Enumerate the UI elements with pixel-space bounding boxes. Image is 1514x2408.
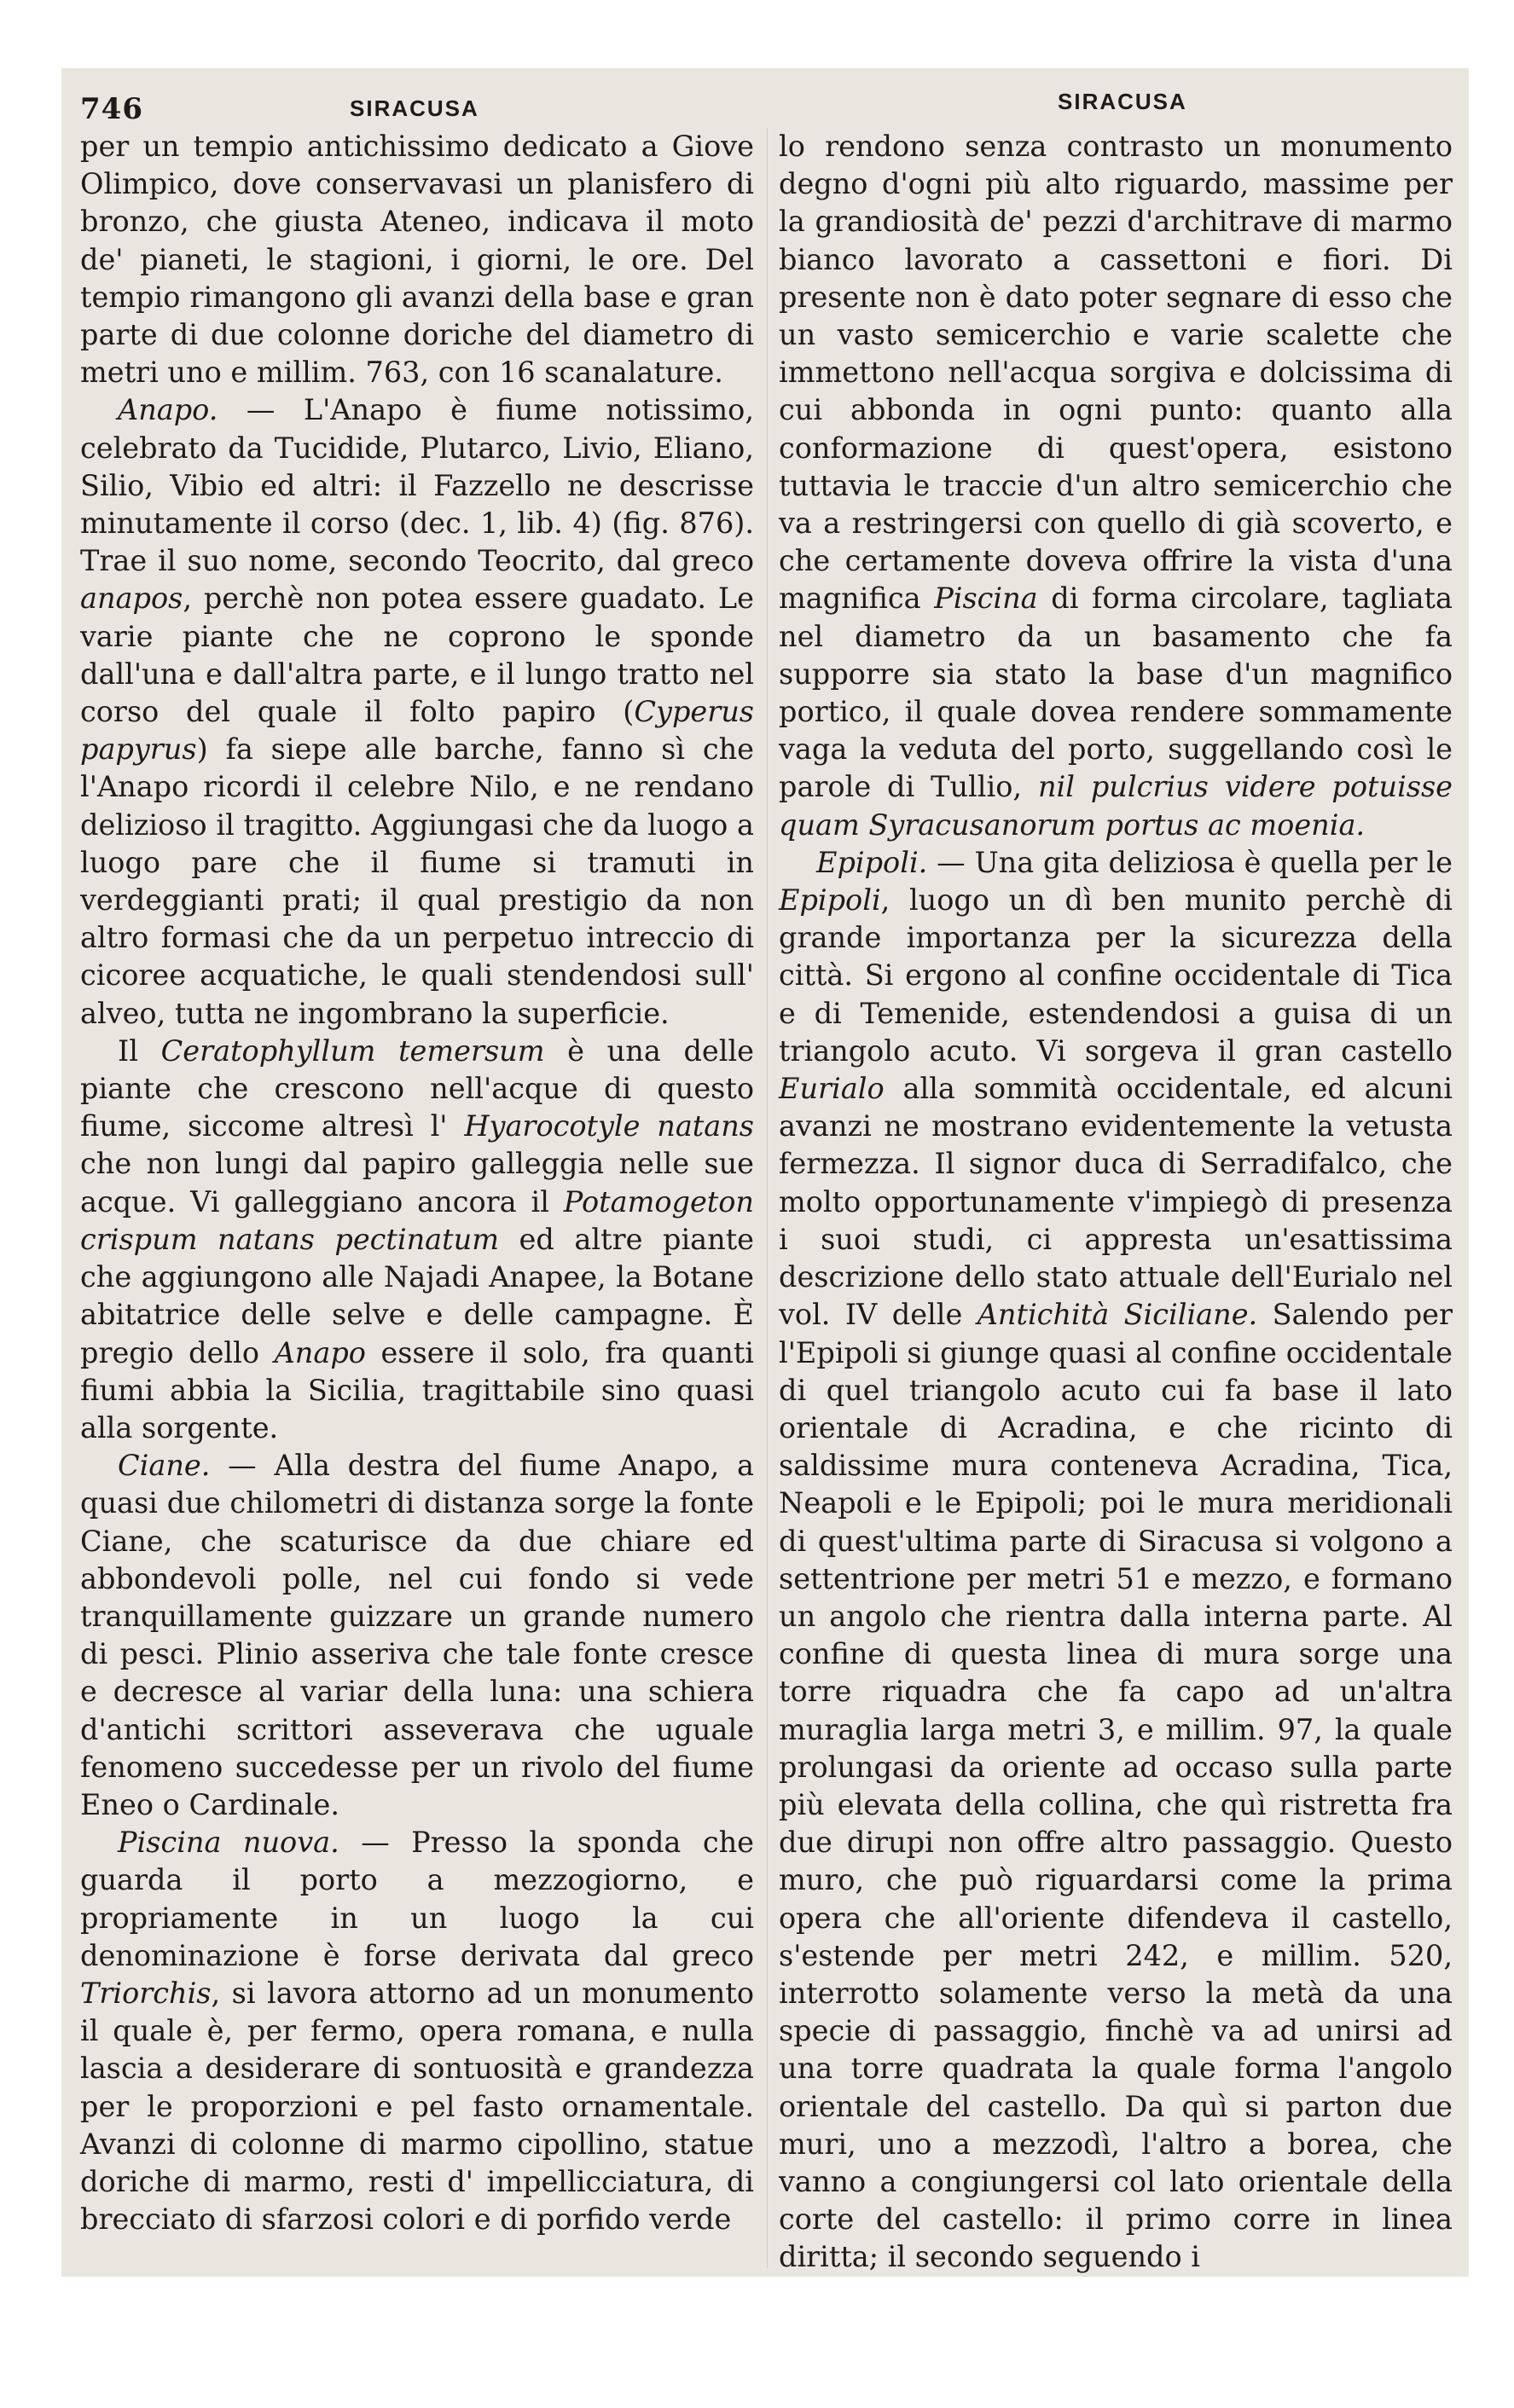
paragraph-piscina-nuova: [80, 1824, 754, 2238]
section-heading-ciane: Ciane.: [118, 1449, 211, 1483]
paragraph-text: ed altre piante che aggiungono alle Najadi Anapee, la Botane abitatrice delle selve e delle campagne. È pregio dello: [80, 1222, 754, 1369]
italic-term: Epipoli: [779, 883, 881, 917]
italic-term: Cyperus papyrus: [80, 695, 754, 767]
section-heading-anapo: Anapo.: [118, 393, 218, 427]
italic-term: anapos: [80, 582, 183, 616]
paragraph-giove-olimpico: [80, 128, 754, 391]
paragraph-text: — Alla destra del fiume Anapo, a quasi due chilometri di distanza sorge la fonte Ciane, che scaturisce da due chiare ed abbondevoli polle, nel cui fondo si vede tranquillamente guizzare un grande numero di pesci. Plinio asseriva che tale fonte cresce e decresce al variar della luna: una schiera d'antichi scrittori asseverava che uguale fenomeno succedesse per un rivolo del fiume Eneo o Cardinale.: [80, 1449, 754, 1821]
section-heading-epipoli: Epipoli.: [816, 845, 928, 879]
paragraph-text: alla sommità occidentale, ed alcuni avanzi ne mostrano evidentemente la vetusta fermezza. Il signor duca di Serradifalco, che molto opportunamente v'impiegò di presenza i suoi studi, ci appresta un'esattissima descrizione dello stato attuale dell'Eurialo nel vol. IV delle: [779, 1072, 1453, 1332]
paragraph-text: Salendo per l'Epipoli si giunge quasi al confine occidentale di quel triangolo acuto cui fa base il lato orientale di Acradina, e che ricinto di saldissime mura conteneva Acradina, Tica, Neapoli e le Epipoli; poi le mura meridionali di quest'ultima parte di Siracusa si volgono a settentrione per metri 51 e mezzo, e formano un angolo che rientra dalla interna parte. Al confine di questa linea di mura sorge una torre riquadra che fa capo ad un'altra muraglia larga metri 3, e millim. 97, la quale prolungasi da oriente ad occaso sulla parte più elevata della collina, che quì ristretta fra due dirupi non offre altro passaggio. Questo muro, che può riguardarsi come la prima opera che all'oriente difendeva il castello, s'estende per metri 242, e millim. 520, interrotto solamente verso la metà da una specie di passaggio, finchè va ad unirsi ad una torre quadrata la quale forma l'angolo orientale del castello. Da quì si parton due muri, uno a mezzodì, l'altro a borea, che vanno a congiungersi col lato orientale della corte del castello: il primo corre in linea diritta; il secondo seguendo i: [779, 1298, 1453, 2274]
paragraph-text: Il: [118, 1033, 161, 1068]
paragraph-text: , si lavora attorno ad un monumento il quale è, per fermo, opera romana, e nulla lascia a desiderare di sontuosità e grandezza per le proporzioni e pel fasto ornamentale. Avanzi di colonne di marmo cipollino, statue doriche di marmo, resti d' impellicciatura, di brecciato di sfarzosi colori e di porfido verde: [80, 1976, 754, 2237]
italic-term: Triorchis: [80, 1976, 212, 2010]
paragraph-piscina-continued: [779, 128, 1453, 844]
paragraph-text: essere il solo, fra quanti fiumi abbia la Sicilia, tragittabile sino quasi alla sorgente.: [80, 1335, 754, 1444]
italic-term: Anapo: [274, 1335, 366, 1369]
paragraph-text: lo rendono senza contrasto un monumento degno d'ogni più alto riguardo, massime per la grandiosità de' pezzi d'architrave di marmo bianco lavorato a cassettoni e fiori. Di presente non è dato poter segnare di esso che un vasto semicerchio e varie scalette che immettono nell'acqua sorgiva e dolcissima di cui abbonda in ogni punto: quanto alla conformazione di quest'opera, esistono tuttavia le traccie d'un altro semicerchio che va a restringersi con quello di già scoverto, e che certamente doveva offrire la vista d'una magnifica: [779, 130, 1453, 616]
paragraph-text: , perchè non potea essere guadato. Le varie piante che ne coprono le sponde dall'una e dall'altra parte, e il lungo tratto nel corso del quale il folto papiro (: [80, 582, 754, 729]
paragraph-text: che non lungi dal papiro galleggia nelle sue acque. Vi galleggiano ancora il: [80, 1147, 754, 1218]
paragraph-text: , luogo un dì ben munito perchè di grande importanza per la sicurezza della città. Si ergono al confine occidentale di Tica e di Temenide, estendendosi a guisa di un triangolo acuto. Vi sorgeva il gran castello: [779, 883, 1453, 1068]
italic-term: Ceratophyllum temersum: [160, 1033, 545, 1068]
paragraph-text: — Presso la sponda che guarda il porto a mezzogiorno, e propriamente in un luogo la cui denominazione è forse derivata dal greco: [80, 1826, 754, 1972]
page-number: 746: [80, 92, 143, 126]
paragraph-anapo: [80, 391, 754, 1032]
italic-title: Antichità Siciliane.: [977, 1298, 1258, 1332]
paragraph-text: è una delle piante che crescono nell'acque di questo fiume, siccome altresì l': [80, 1033, 754, 1143]
paragraph-text: — Una gita deliziosa è quella per le: [927, 845, 1453, 879]
italic-term: Piscina: [934, 582, 1038, 616]
column-divider: [767, 128, 768, 2268]
running-header-right: SIRACUSA: [1058, 89, 1187, 114]
paragraph-ciane: [80, 1447, 754, 1824]
italic-quote: nil pulcrius videre potuisse quam Syracusanorum portus ac moenia.: [779, 770, 1453, 842]
italic-term: Potamogeton crispum natans pectinatum: [80, 1184, 754, 1256]
paragraph-epipoli: [779, 844, 1453, 2277]
paragraph-piante: [80, 1033, 754, 1447]
italic-term: Eurialo: [779, 1072, 885, 1106]
italic-term: Hyarocotyle natans: [464, 1109, 754, 1143]
section-heading-piscina-nuova: Piscina nuova.: [118, 1826, 339, 1860]
paragraph-text: ) fa siepe alle barche, fanno sì che l'Anapo ricordi il celebre Nilo, e ne rendano delizioso il tragitto. Aggiungasi che da luogo a luogo pare che il fiume si tramuti in verdeggianti prati; il qual prestigio da non altro formasi che da un perpetuo intreccio di cicoree acquatiche, le quali stendendosi sull' alveo, tutta ne ingombrano la superficie.: [80, 732, 754, 1030]
running-header-left: SIRACUSA: [350, 96, 479, 121]
left-column: [80, 128, 754, 2238]
right-column: [779, 128, 1453, 2277]
paragraph-text: di forma circolare, tagliata nel diametro da un basamento che fa supporre sia stato la base d'un magnifico portico, il quale dovea rendere sommamente vaga la veduta del porto, suggellando così le parole di Tullio,: [779, 582, 1453, 804]
paragraph-text: — L'Anapo è fiume notissimo, celebrato da Tucidide, Plutarco, Livio, Eliano, Silio, Vibio ed altri: il Fazzello ne descrisse minutamente il corso (dec. 1, lib. 4) (fig. 876). Trae il suo nome, secondo Teocrito, dal greco: [80, 393, 754, 578]
paragraph-text: per un tempio antichissimo dedicato a Giove Olimpico, dove conservavasi un planisfero di bronzo, che giusta Ateneo, indicava il moto de' pianeti, le stagioni, i giorni, le ore. Del tempio rimangono gli avanzi della base e gran parte di due colonne doriche del diametro di metri uno e millim. 763, con 16 scanalature.: [80, 130, 754, 390]
